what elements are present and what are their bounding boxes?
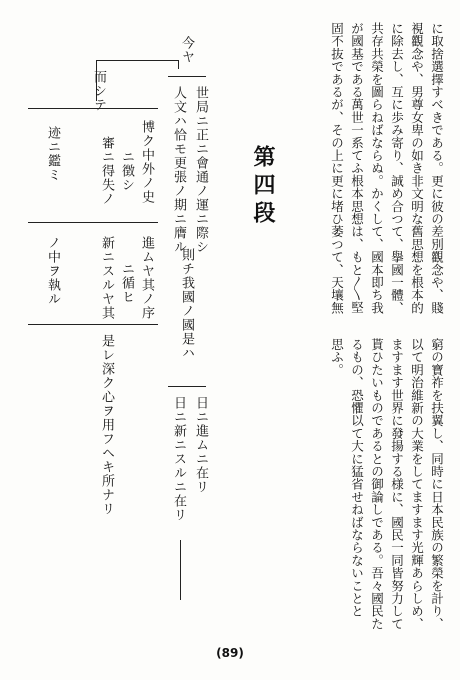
kanbun-hi-susumu: 日ニ進ムニ在リ <box>193 396 208 494</box>
kanbun-susumu-ya: 進ムヤ其ノ序 <box>139 236 154 320</box>
prose-line: 共存共榮を圖らねばならぬ。かくして、國本即ち我 <box>369 22 385 315</box>
section-title: 第四段 <box>250 145 276 229</box>
bracket-top <box>28 108 158 115</box>
kanbun-ato: 迹ニ鑑ミ <box>45 126 60 182</box>
kanbun-arata-ya: 新ニスルヤ其 <box>99 236 114 320</box>
divider <box>28 222 158 223</box>
kanbun-ima: 今ヤ <box>179 36 194 64</box>
prose-line: 窮の寶祚を扶翼し、同時に日本民族の繁榮を計り、 <box>429 338 445 631</box>
kanbun-seikyoku: 世局ニ正ニ會通ノ運ニ際シ <box>193 86 208 254</box>
page-number: (89) <box>216 646 244 660</box>
kanbun-hi-arata: 日ニ新ニスルニ在リ <box>171 396 186 522</box>
kanbun-shitagai: ニ循ヒ <box>119 262 134 304</box>
kanbun-sunawachi: 則チ我國ノ國是ハ <box>179 248 194 360</box>
prose-line: に取捨選擇すべきである。更に彼の差別觀念や、賤 <box>429 22 445 315</box>
prose-line: 視觀念や、男尊女卑の如き非文明な舊思想を根本的 <box>409 22 425 315</box>
kanbun-jinbun: 人文ハ恰モ更張ノ期ニ膺ル <box>171 86 186 254</box>
kanbun-choushi: ニ徴シ <box>119 150 134 192</box>
kanbun-shikashite: 而シテ <box>91 70 106 112</box>
prose-line: 思ふ。 <box>329 338 345 377</box>
bracket-top <box>168 386 206 393</box>
connector-line <box>180 540 181 600</box>
kanbun-kore: 是レ深ク心ヲ用フヘキ所ナリ <box>99 334 114 516</box>
prose-line: 貰ひたいものであるとの御論しである。吾々國民た <box>369 338 385 631</box>
prose-line: ますます世界に發揚する様に、國民一同皆努力して <box>389 338 405 631</box>
prose-line: るもの、恐懼以て大に猛省せねばならないことと <box>349 338 365 618</box>
prose-line: が國基である萬世一系てふ根本思想は、もと〱堅 <box>349 22 365 314</box>
prose-line: 以て明治維新の大業をしてますます光輝あらしめ、 <box>409 338 425 631</box>
bracket-top <box>168 76 206 83</box>
bracket-bottom <box>28 318 158 325</box>
kanbun-tsumabiraka: 審ニ得失ノ <box>99 136 114 206</box>
bracket-connector <box>100 60 179 69</box>
kanbun-naka: ノ中ヲ執ル <box>45 236 60 306</box>
kanbun-hiroku: 博ク中外ノ史 <box>139 120 154 204</box>
prose-line: 固不抜であるが、その上に更に堵ひ萎つて、天壤無 <box>329 22 345 315</box>
prose-line: に除去し、互に歩み寄り、誠め合つて、擧國一體、 <box>389 22 405 315</box>
